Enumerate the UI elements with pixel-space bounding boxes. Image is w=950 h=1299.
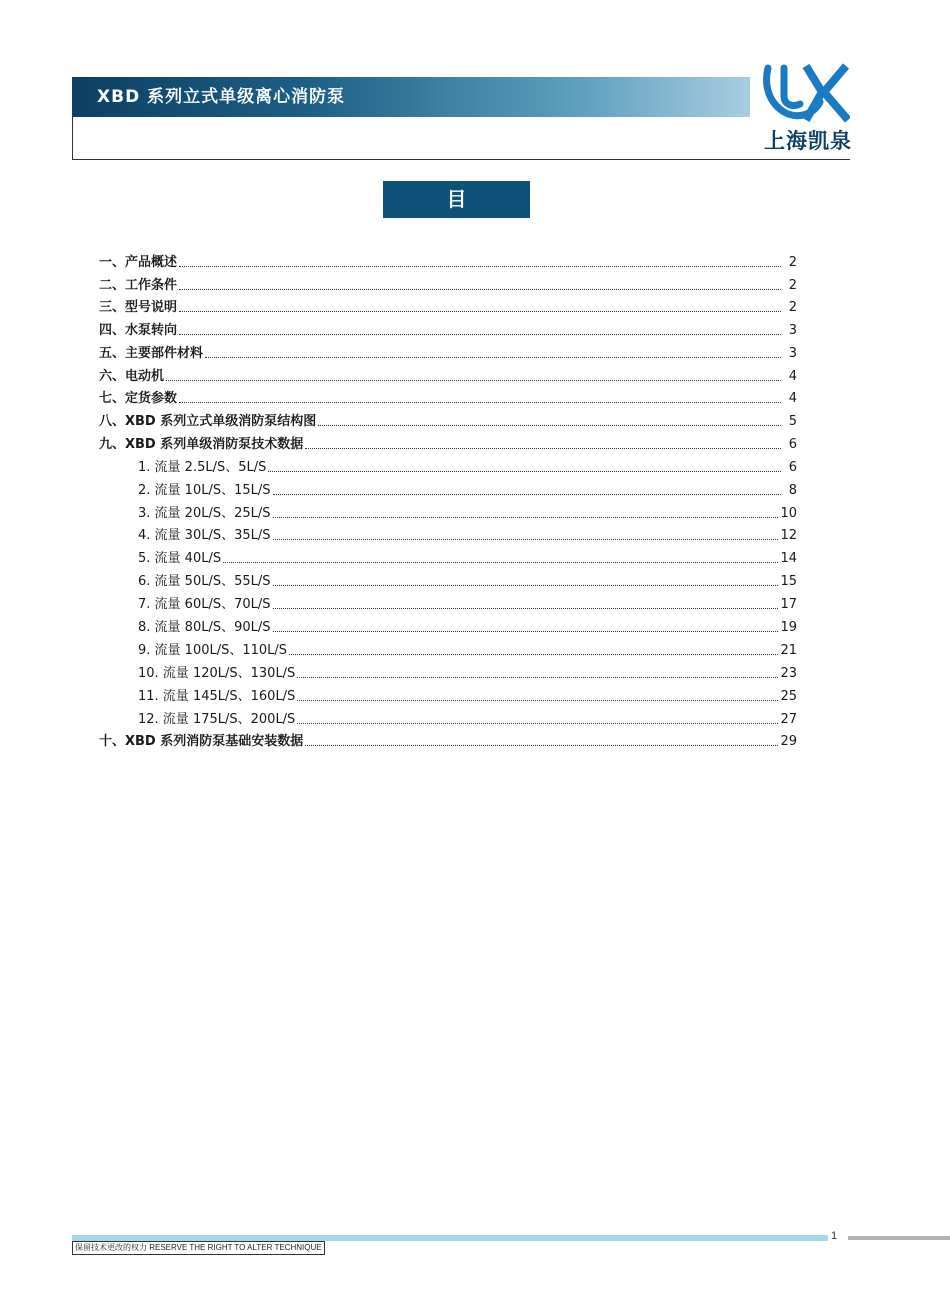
toc-entry-label: 五、主要部件材料 <box>99 346 204 361</box>
toc-entry-page: 19 <box>780 620 797 635</box>
toc-entry-label: 11. 流量 145L/S、160L/S <box>138 689 296 704</box>
toc-entry-page: 3 <box>788 346 797 361</box>
toc-leader-dots <box>179 265 781 267</box>
toc-leader-dots <box>205 356 781 358</box>
toc-entry-page: 6 <box>788 437 797 452</box>
toc-entry-page: 4 <box>788 369 797 384</box>
toc-entry[interactable] <box>99 277 797 295</box>
toc-entry[interactable] <box>99 345 797 363</box>
toc-entry-label: 5. 流量 40L/S <box>138 551 222 566</box>
toc-leader-dots <box>318 424 781 426</box>
toc-leader-dots <box>166 379 781 381</box>
toc-leader-dots <box>297 722 778 724</box>
toc-entry[interactable] <box>99 254 797 272</box>
toc-entry-page: 25 <box>780 689 797 704</box>
toc-entry-page: 27 <box>780 712 797 727</box>
toc-subentry[interactable] <box>138 505 797 523</box>
toc-entry-label: 一、产品概述 <box>99 255 178 270</box>
toc-entry-page: 12 <box>780 528 797 543</box>
toc-leader-dots <box>223 561 778 563</box>
toc-leader-dots <box>179 401 781 403</box>
page-number: 1 <box>831 1230 838 1242</box>
toc-entry-label: 3. 流量 20L/S、25L/S <box>138 506 271 521</box>
toc-subentry[interactable] <box>138 550 797 568</box>
toc-subentry[interactable] <box>138 573 797 591</box>
footer-gray-bar <box>848 1236 950 1240</box>
toc-entry[interactable] <box>99 322 797 340</box>
toc-entry-page: 14 <box>780 551 797 566</box>
toc-subentry[interactable] <box>138 459 797 477</box>
toc-entry-page: 8 <box>788 483 797 498</box>
toc-entry-label: 二、工作条件 <box>99 278 178 293</box>
toc-leader-dots <box>289 653 778 655</box>
toc-leader-dots <box>179 310 781 312</box>
company-name: 上海凯泉 <box>764 129 852 153</box>
toc-entry[interactable] <box>99 299 797 317</box>
toc-entry[interactable] <box>99 368 797 386</box>
toc-leader-dots <box>179 333 781 335</box>
toc-entry-label: 12. 流量 175L/S、200L/S <box>138 712 296 727</box>
footer-note: 保留技术更改的权力 RESERVE THE RIGHT TO ALTER TECHNIQUE <box>72 1241 325 1255</box>
toc-entry-page: 2 <box>788 278 797 293</box>
toc-title: 目 录 <box>383 181 530 218</box>
toc-leader-dots <box>305 447 781 449</box>
toc-entry[interactable] <box>99 390 797 408</box>
toc-leader-dots <box>305 744 778 746</box>
company-logo-icon <box>762 62 850 124</box>
toc-entry-page: 29 <box>780 734 797 749</box>
toc-subentry[interactable] <box>138 482 797 500</box>
toc-leader-dots <box>273 607 779 609</box>
toc-leader-dots <box>273 538 779 540</box>
toc-entry-label: 七、定货参数 <box>99 391 178 406</box>
toc-entry[interactable] <box>99 413 797 431</box>
toc-entry-label: 10. 流量 120L/S、130L/S <box>138 666 296 681</box>
toc-subentry[interactable] <box>138 527 797 545</box>
toc-subentry[interactable] <box>138 596 797 614</box>
toc-entry-label: 7. 流量 60L/S、70L/S <box>138 597 271 612</box>
toc-leader-dots <box>179 288 781 290</box>
toc-entry[interactable] <box>99 733 797 751</box>
toc-entry-page: 2 <box>788 300 797 315</box>
toc-leader-dots <box>297 676 778 678</box>
toc-entry-page: 17 <box>780 597 797 612</box>
toc-entry-label: 三、型号说明 <box>99 300 178 315</box>
toc-entry-page: 15 <box>780 574 797 589</box>
toc-entry-label: 十、XBD 系列消防泵基础安装数据 <box>99 734 304 749</box>
toc-entry-label: 4. 流量 30L/S、35L/S <box>138 528 271 543</box>
toc-entry-page: 3 <box>788 323 797 338</box>
toc-entry-label: 九、XBD 系列单级消防泵技术数据 <box>99 437 304 452</box>
toc-entry-label: 六、电动机 <box>99 369 165 384</box>
toc-subentry[interactable] <box>138 711 797 729</box>
toc-entry-label: 八、XBD 系列立式单级消防泵结构图 <box>99 414 317 429</box>
toc-entry-page: 23 <box>780 666 797 681</box>
toc-entry-page: 5 <box>788 414 797 429</box>
toc-entry-label: 9. 流量 100L/S、110L/S <box>138 643 288 658</box>
toc-subentry[interactable] <box>138 665 797 683</box>
toc-leader-dots <box>273 584 779 586</box>
document-title: XBD 系列立式单级离心消防泵 <box>97 87 346 107</box>
toc-subentry[interactable] <box>138 688 797 706</box>
toc-subentry[interactable] <box>138 642 797 660</box>
toc-leader-dots <box>273 630 779 632</box>
toc-entry-label: 6. 流量 50L/S、55L/S <box>138 574 271 589</box>
toc-entry[interactable] <box>99 436 797 454</box>
toc-entry-page: 2 <box>788 255 797 270</box>
toc-entry-page: 6 <box>788 460 797 475</box>
toc-entry-page: 21 <box>780 643 797 658</box>
toc-entry-page: 10 <box>780 506 797 521</box>
toc-leader-dots <box>297 699 778 701</box>
toc-entry-label: 四、水泵转向 <box>99 323 178 338</box>
toc-entry-label: 8. 流量 80L/S、90L/S <box>138 620 271 635</box>
toc-leader-dots <box>268 470 781 472</box>
toc-subentry[interactable] <box>138 619 797 637</box>
toc-entry-page: 4 <box>788 391 797 406</box>
toc-entry-label: 2. 流量 10L/S、15L/S <box>138 483 271 498</box>
toc-leader-dots <box>273 493 781 495</box>
toc-entry-label: 1. 流量 2.5L/S、5L/S <box>138 460 267 475</box>
toc-leader-dots <box>273 516 779 518</box>
